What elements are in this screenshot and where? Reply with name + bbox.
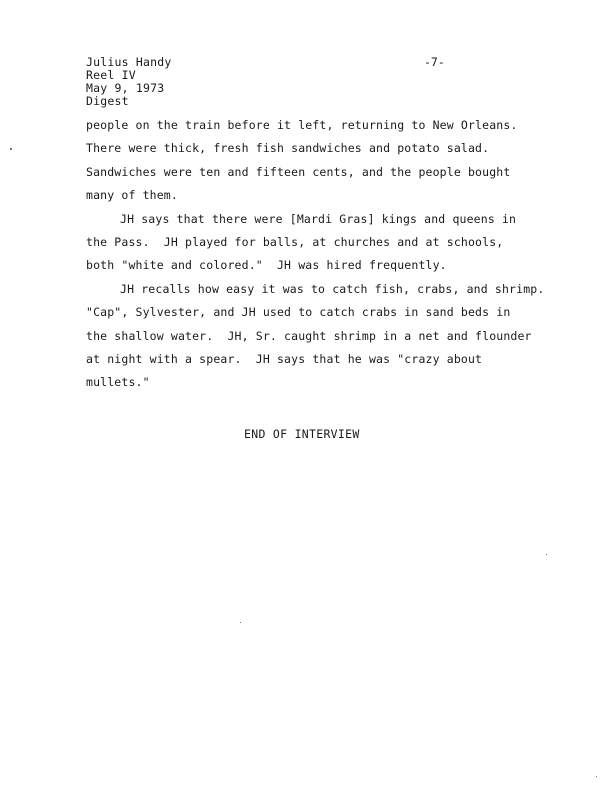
document-type: Digest xyxy=(86,94,129,108)
interviewee-name: Julius Handy xyxy=(86,55,172,69)
text-line: JH recalls how easy it was to catch fish, crabs, and shrimp. xyxy=(120,281,545,296)
text-line: people on the train before it left, returning to New Orleans. xyxy=(86,118,518,132)
scan-speck xyxy=(10,148,12,150)
text-line: Sandwiches were ten and fifteen cents, and the people bought xyxy=(86,164,511,179)
scan-speck xyxy=(240,622,241,623)
scan-speck xyxy=(596,776,597,777)
text-line: There were thick, fresh fish sandwiches and potato salad. xyxy=(86,141,490,156)
body-text xyxy=(86,114,556,395)
text-line: the Pass. JH played for balls, at churches and at schools, xyxy=(86,234,504,249)
end-of-interview-label: END OF INTERVIEW xyxy=(244,427,360,441)
text-line: the shallow water. JH, Sr. caught shrimp in a net and flounder xyxy=(86,328,532,343)
document-header xyxy=(86,56,171,108)
text-line: JH says that there were [Mardi Gras] kings and queens in xyxy=(120,211,517,226)
scan-speck xyxy=(546,554,547,555)
text-line: both "white and colored." JH was hired frequently. xyxy=(86,258,447,273)
text-line: "Cap", Sylvester, and JH used to catch crabs in sand beds in xyxy=(86,305,511,320)
text-line: many of them. xyxy=(86,188,178,203)
text-line: mullets." xyxy=(86,375,150,390)
reel-label: Reel IV xyxy=(86,68,136,82)
interview-date: May 9, 1973 xyxy=(86,81,165,95)
text-line: at night with a spear. JH says that he was "crazy about xyxy=(86,351,483,366)
page-number: -7- xyxy=(424,55,445,69)
